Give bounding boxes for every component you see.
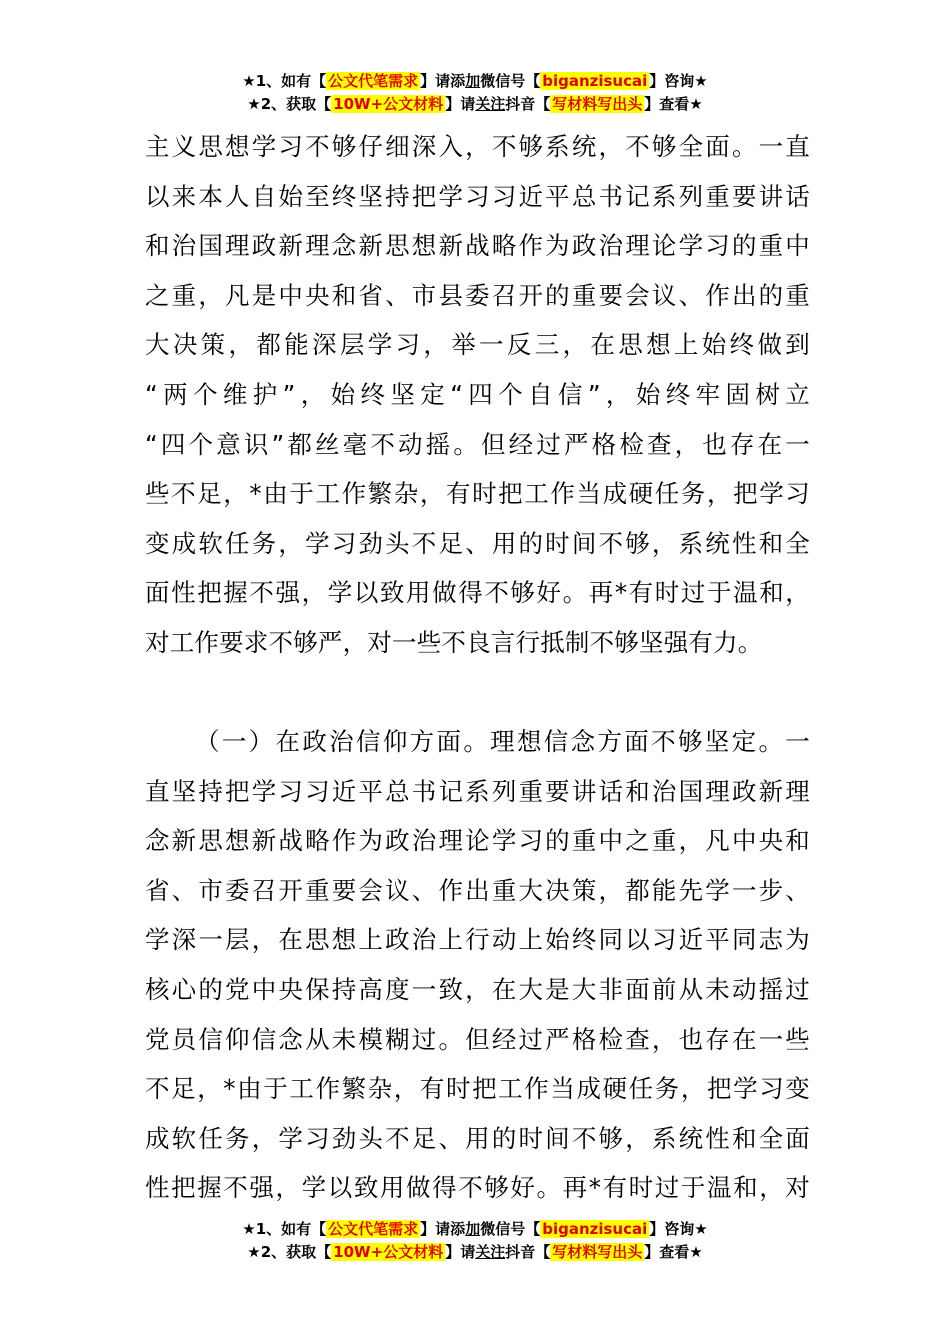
text-line: 直坚持把学习习近平总书记系列重要讲话和治国理政新理 (145, 776, 810, 806)
banner-underlined-text: 关注 (475, 95, 506, 113)
banner-highlight: 10W+公文材料 (333, 95, 444, 113)
banner-highlight: 公文代笔需求 (328, 1220, 419, 1238)
banner-underlined-text: 加 (465, 72, 481, 90)
text-line: 以来本人自始至终坚持把学习习近平总书记系列重要讲话 (145, 181, 810, 211)
banner-text: 】请添 (420, 72, 466, 90)
banner-text: 抖音【 (505, 1243, 551, 1261)
banner-text: 抖音【 (505, 95, 551, 113)
text-line: 主义思想学习不够仔细深入，不够系统，不够全面。一直 (145, 132, 810, 161)
text-line: 对工作要求不够严，对一些不良言行抵制不够坚强有力。 (145, 627, 763, 657)
text-line-indented: （一）在政治信仰方面。理想信念方面不够坚定。一 (195, 727, 810, 756)
banner-highlight: biganzisucai (542, 1220, 648, 1238)
text-line: 不足，*由于工作繁杂，有时把工作当成硬任务，把学习变 (145, 1074, 810, 1104)
banner-text: 微信号【 (480, 1220, 541, 1238)
text-line: 之重，凡是中央和省、市县委召开的重要会议、作出的重 (145, 280, 810, 310)
banner-text: 微信号【 (480, 72, 541, 90)
banner-text: ★1、如有【 (242, 72, 327, 90)
banner-line-1 (0, 70, 950, 93)
banner-text: 】请 (445, 95, 476, 113)
text-line: 党员信仰信念从未模糊过。但经过严格检查，也存在一些 (145, 1024, 810, 1054)
text-line: 念新思想新战略作为政治理论学习的重中之重，凡中央和 (145, 826, 810, 856)
text-line: 变成软任务，学习劲头不足、用的时间不够，系统性和全 (145, 528, 810, 558)
banner-highlight: biganzisucai (542, 72, 648, 90)
banner-text: 】查看★ (644, 1243, 703, 1261)
banner-highlight: 写材料写出头 (552, 95, 643, 113)
banner-highlight: 写材料写出头 (552, 1243, 643, 1261)
banner-text: ★1、如有【 (242, 1220, 327, 1238)
text-line: 大决策，都能深层学习，举一反三，在思想上始终做到 (145, 330, 810, 360)
banner-underlined-text: 关注 (475, 1243, 506, 1261)
text-line: 些不足，*由于工作繁杂，有时把工作当成硬任务，把学习 (145, 479, 810, 509)
text-line: “四个意识”都丝毫不动摇。但经过严格检查，也存在一 (145, 429, 810, 459)
banner-text: 】请添 (420, 1220, 466, 1238)
text-line: 和治国理政新理念新思想新战略作为政治理论学习的重中 (145, 231, 810, 261)
footer-banner (0, 1218, 950, 1264)
banner-highlight: 10W+公文材料 (333, 1243, 444, 1261)
text-line: 学深一层，在思想上政治上行动上始终同以习近平同志为 (145, 925, 810, 955)
text-line: 成软任务，学习劲头不足、用的时间不够，系统性和全面 (145, 1123, 810, 1153)
banner-text: ★2、获取【 (247, 95, 332, 113)
text-line: 面性把握不强，学以致用做得不够好。再*有时过于温和， (145, 578, 810, 608)
text-line: 省、市委召开重要会议、作出重大决策，都能先学一步、 (145, 875, 810, 905)
banner-line-1 (0, 1218, 950, 1241)
banner-line-2 (0, 93, 950, 116)
banner-text: 】查看★ (644, 95, 703, 113)
banner-underlined-text: 加 (465, 1220, 481, 1238)
banner-highlight: 公文代笔需求 (328, 72, 419, 90)
banner-text: 】咨询★ (649, 72, 708, 90)
text-line: 核心的党中央保持高度一致，在大是大非面前从未动摇过 (145, 974, 810, 1004)
banner-line-2 (0, 1241, 950, 1264)
banner-text: 】咨询★ (649, 1220, 708, 1238)
text-line: “两个维护”，始终坚定“四个自信”，始终牢固树立 (145, 379, 810, 409)
body-paragraph-1 (145, 122, 810, 668)
text-line: 性把握不强，学以致用做得不够好。再*有时过于温和，对 (145, 1173, 810, 1203)
body-paragraph-2 (145, 717, 810, 1213)
banner-text: 】请 (445, 1243, 476, 1261)
header-banner (0, 70, 950, 116)
banner-text: ★2、获取【 (247, 1243, 332, 1261)
